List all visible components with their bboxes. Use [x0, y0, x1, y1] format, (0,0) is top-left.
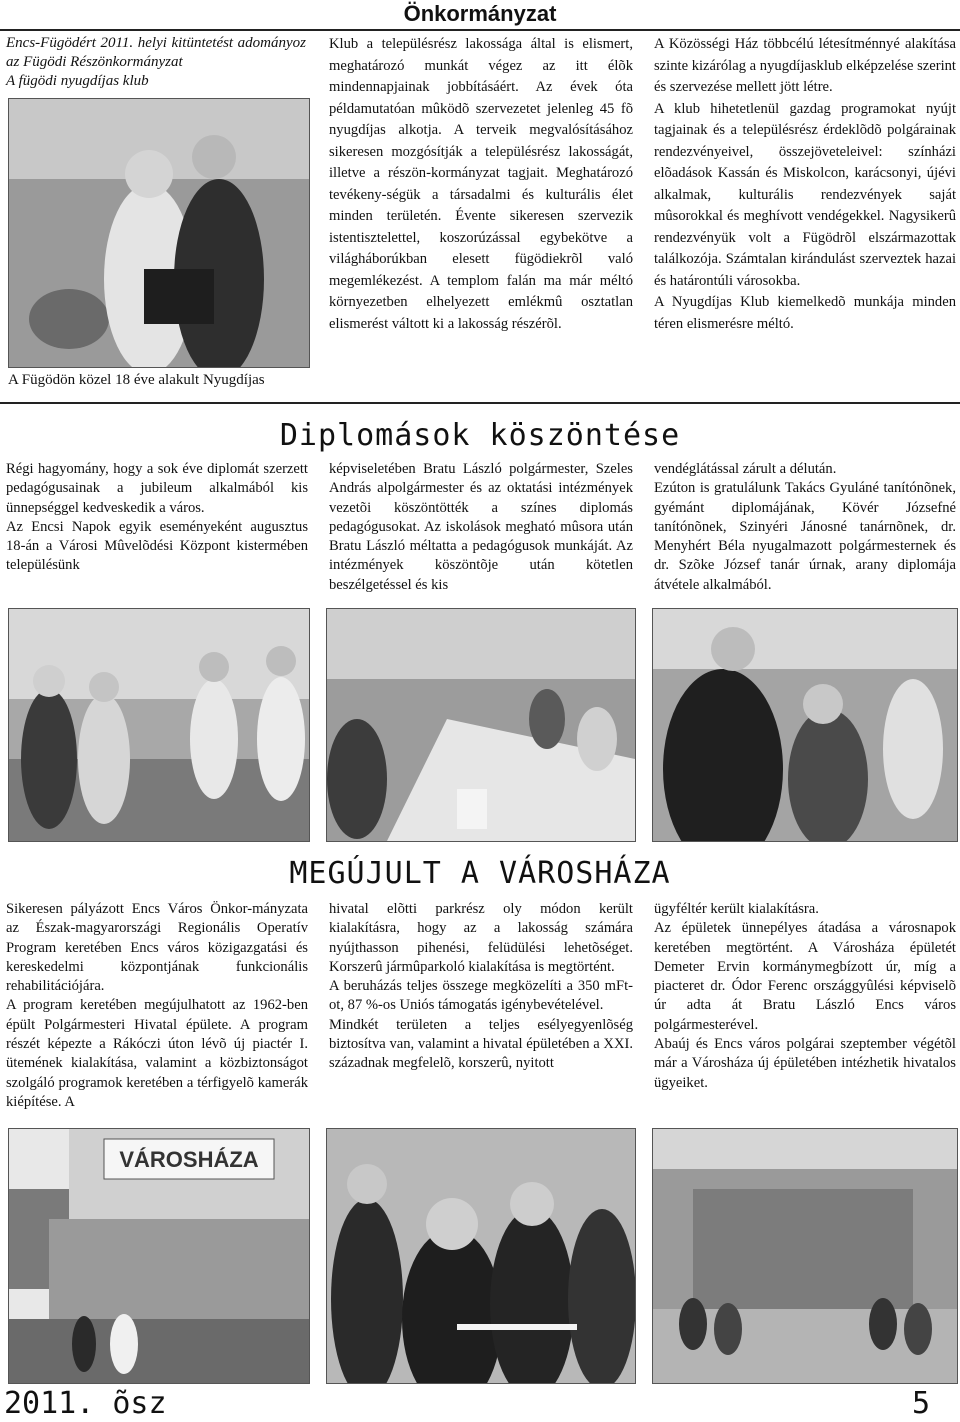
- issue-label: 2011. õsz: [4, 1386, 167, 1421]
- paragraph: Mindkét területen a teljes esélyegyenlõség biztosítva van, valamint a hivatal épületében a XXI. századnak megfelelõ, korszerû, nyitott: [329, 1016, 633, 1072]
- paragraph: Az Encsi Napok egyik eseményeként augusztus 18-án a Városi Mûvelõdési Központ kistermében településünk: [6, 518, 308, 574]
- sign-text: VÁROSHÁZA: [119, 1147, 259, 1172]
- paragraph: hivatal elõtti parkrész oly módon került kialakításra, hogy az a lakosság számára nyújthasson pihenési, felüdülési lehetõséget. Korszerû jármûparkoló kialakítása is megtörtént.: [329, 901, 633, 975]
- award-intro-line: Encs-Fügödért 2011. helyi kitüntetést adományoz az Fügödi Részönkormányzat: [6, 35, 306, 70]
- award-photo: [8, 98, 310, 368]
- town-hall-photo-1: [8, 1128, 310, 1384]
- section-title: Önkormányzat: [403, 1, 557, 26]
- page-number: 5: [911, 1386, 930, 1421]
- diplomas-photo-1: [8, 608, 310, 842]
- paragraph: A beruházás teljes összege megközelíti a 350 mFt-ot, 87 %-os Uniós támogatás igénybevételével.: [329, 978, 633, 1014]
- article-title-town-hall: MEGÚJULT A VÁROSHÁZA: [289, 856, 671, 891]
- town-hall-column-1: [6, 900, 308, 1112]
- paragraph: vendéglátással zárult a délután.: [654, 461, 837, 477]
- paragraph: A program keretében megújulhatott az 1962-ben épült Polgármesteri Hivatal épülete. A program részét képezte a Rákóczi úton lévõ új piactér I. ütemének kialakítása, valamint a közbiztonságot szolgáló programok keretében a térfigyelõ kamerák kiépítése. A: [6, 997, 308, 1110]
- diplomas-photo-2: [326, 608, 636, 842]
- award-column-2: Klub a településrész lakossága által is elismert, meghatározó munkát végez az itt élõk mindennapjainak jobbításáért. Az évek óta példamutatóan mûködõ szervezetet jelenleg 45 fõ nyugdíjas alkotja. A terveik megvalósításához sikeresen mozgósítják a településrész lakosságát, illetve a részön-kormányzat tagjait. Meghatározó tevékeny-ségük a társadalmi és kulturális élet minden területén. Évente sikeresen szervezik istentisztelettel, koszorúzással egybekötve a világháborúkban elesett fügödiekrõl való megemlékezést. A templom falán ma már méltó környezetben elhelyezett emlékmû osztatlan elismerést váltott ki a lakosság részérõl.: [329, 36, 633, 332]
- town-hall-photo-3: [652, 1128, 958, 1384]
- award-column-3: [654, 34, 956, 335]
- town-hall-photo-2: [326, 1128, 636, 1384]
- section-rule: [0, 402, 960, 404]
- paragraph: ügyféltér került kialakításra.: [654, 901, 819, 917]
- paragraph: A Közösségi Ház többcélú létesítménnyé alakítása szinte kizárólag a nyugdíjasklub elképzelése szerint és szervezése mellett jött létre.: [654, 36, 956, 95]
- article-title-diplomas: Diplomások köszöntése: [279, 418, 681, 453]
- award-caption: A Fügödön közel 18 éve alakult Nyugdíjas: [8, 372, 265, 388]
- diplomas-column-2: képviseletében Bratu László polgármester, Szeles András alpolgármester és az oktatási intézmények vezetõi köszöntötték a színes diplomás pedagógusokat. Az iskolások megható mûsora után Bratu László méltatta a pedagógusok munkáját. Az intézmények köszöntõje után kötetlen beszélgetéssel és kis: [329, 461, 633, 593]
- paragraph: Abaúj és Encs város polgárai szeptember végétõl már a Városháza új épületében intézhetik hivatalos ügyeiket.: [654, 1036, 956, 1091]
- town-hall-column-2: [329, 900, 633, 1074]
- paragraph: Régi hagyomány, hogy a sok éve diplomát szerzett pedagógusainak a jubileum alkalmából kis ünnepséggel kedveskedik a város.: [6, 461, 308, 516]
- paragraph: Az épületek ünnepélyes átadása a városnapok keretében megtörtént. A Városháza épületét Demeter Ervin kormánymegbízott úr, míg a piacteret dr. Ódor Ferenc országgyûlési képviselõ úr adta át Bratu László Encs város polgármesterével.: [654, 920, 956, 1033]
- award-intro: [6, 34, 306, 91]
- award-intro-club: A fügödi nyugdíjas klub: [6, 73, 149, 89]
- diplomas-photo-3: [652, 608, 958, 842]
- diplomas-column-1: [6, 460, 308, 576]
- town-hall-column-3: [654, 900, 956, 1093]
- header-rule: [0, 29, 960, 31]
- paragraph: A klub hihetetlenül gazdag programokat nyújt tagjainak és a településrész érdeklõdõ polgárainak rendezvényeivel, összejöveteleivel: színházi elõadások Kassán és Miskolcon, karácsonyi, újévi alkalmak, kulturális rendezvények saját mûsorokkal és meghívott vendégekkel. Nagysikerû rendezvényük volt a Fügödrõl elszármazottak találkozója. Számtalan kirándulást szerveztek hazai és határontúli városokba.: [654, 100, 956, 289]
- paragraph: Ezúton is gratulálunk Takács Gyuláné tanítónõnek, gyémánt diplomájának, Kövér Józsefné tanítónõnek, Szinyéri Jánosné tanárnõnek, dr. Menyhért Béla nyugalmazott polgármesternek és dr. Szõke József tanár úrnak, arany diplomája átvétele alkalmából.: [654, 480, 956, 593]
- diplomas-column-3: [654, 460, 956, 595]
- paragraph: Sikeresen pályázott Encs Város Önkor-mányzata az Észak-magyarországi Regionális Operatív Program keretében Encs város közigazgatási és kereskedelmi központjának funkcionális rehabilitációjára.: [6, 901, 308, 995]
- paragraph: A Nyugdíjas Klub kiemelkedõ munkája minden téren elismerésre méltó.: [654, 294, 956, 332]
